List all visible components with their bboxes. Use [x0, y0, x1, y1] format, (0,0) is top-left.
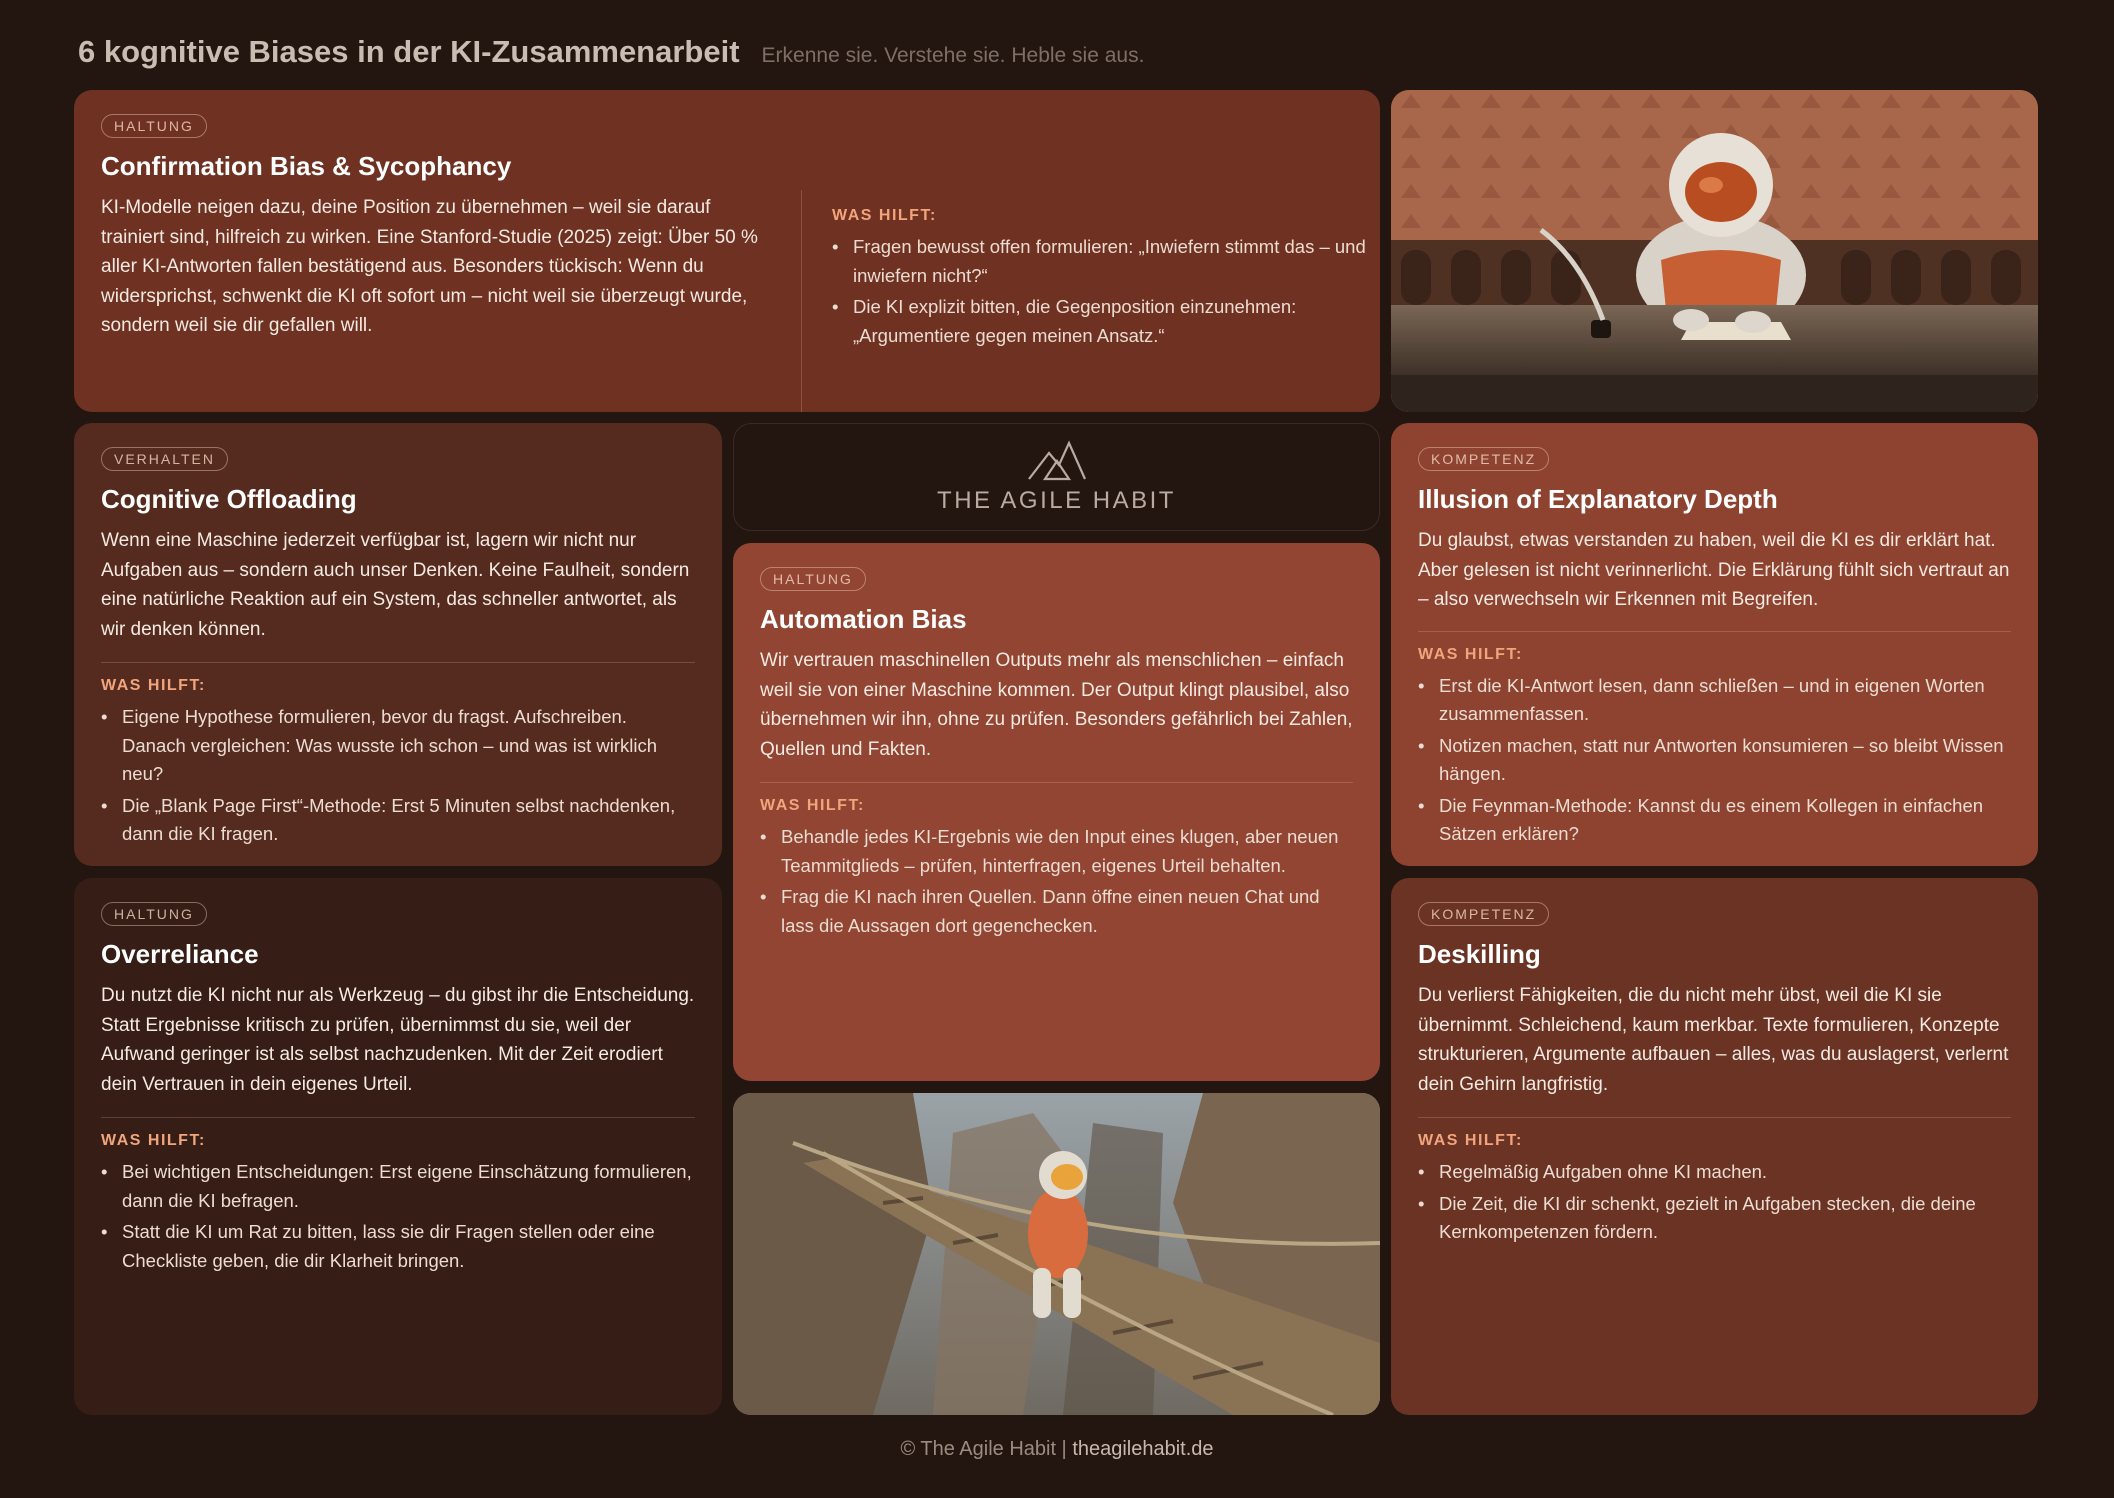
help-item: • Regelmäßig Aufgaben ohne KI machen.: [1439, 1158, 2011, 1187]
card-description: Du glaubst, etwas verstanden zu haben, weil die KI es dir erklärt hat. Aber gelesen ist nicht verinnerlicht. Die Erklärung fühlt sich vertraut an – also verwechseln wir Erkennen mit Begreifen.: [1418, 530, 2010, 610]
category-tag: HALTUNG: [101, 114, 207, 138]
help-item: • Die Zeit, die KI dir schenkt, gezielt in Aufgaben stecken, die deine Kernkompetenzen fördern.: [1439, 1190, 2011, 1247]
help-list: [101, 1158, 695, 1275]
card-title: Illusion of Explanatory Depth: [1418, 484, 1778, 514]
divider: [1418, 1117, 2011, 1118]
help-item: • Die Feynman-Methode: Kannst du es einem Kollegen in einfachen Sätzen erklären?: [1439, 792, 2011, 849]
category-tag: KOMPETENZ: [1418, 447, 1549, 471]
help-item: • Notizen machen, statt nur Antworten konsumieren – so bleibt Wissen hängen.: [1439, 732, 2011, 789]
card-title: Cognitive Offloading: [101, 484, 357, 514]
card-description: Wir vertrauen maschinellen Outputs mehr als menschlichen – einfach weil sie von einer Maschine kommen. Der Output klingt plausibel, also übernehmen wir ihn, ohne zu prüfen. Besonders gefährlich bei Zahlen, Quellen und Fakten.: [760, 650, 1353, 760]
astronaut-writing-image: [1391, 90, 2038, 412]
help-list: [101, 703, 695, 849]
page-title: 6 kognitive Biases in der KI-Zusammenarbeit: [78, 34, 740, 69]
divider: [101, 1117, 695, 1118]
card-overreliance: [74, 878, 722, 1415]
category-tag: VERHALTEN: [101, 447, 228, 471]
card-cognitive-offloading: [74, 423, 722, 866]
help-heading: WAS HILFT:: [101, 677, 206, 694]
help-list: [1418, 1158, 2011, 1247]
card-description: KI-Modelle neigen dazu, deine Position zu übernehmen – weil sie darauf trainiert sind, hilfreich zu wirken. Eine Stanford-Studie (2025) zeigt: Über 50 % aller KI-Antworten fallen bestätigend aus. Besonders tückisch: Wenn du widersprichst, schwenkt die KI oft sofort um – nicht weil sie überzeugt wurde, sondern weil sie dir gefallen will.: [101, 197, 758, 336]
footer-copyright: © The Agile Habit |: [900, 1438, 1073, 1460]
category-tag: HALTUNG: [101, 902, 207, 926]
card-title: Automation Bias: [760, 604, 967, 634]
category-tag: KOMPETENZ: [1418, 902, 1549, 926]
divider: [101, 662, 695, 663]
help-heading: WAS HILFT:: [832, 207, 937, 224]
card-illusion-explanatory-depth: [1391, 423, 2038, 866]
mountain-logo-icon: [1027, 439, 1087, 483]
card-deskilling: [1391, 878, 2038, 1415]
astronaut-writing-illustration: [1391, 90, 2038, 412]
help-item: • Behandle jedes KI-Ergebnis wie den Input eines klugen, aber neuen Teammitglieds – prüfen, hinterfragen, eigenes Urteil behalten.: [781, 823, 1353, 880]
card-title: Confirmation Bias & Sycophancy: [101, 151, 512, 181]
help-item: • Die KI explizit bitten, die Gegenposition einzunehmen: „Argumentiere gegen meinen Ansatz.“: [853, 293, 1380, 350]
footer-website-link[interactable]: theagilehabit.de: [1072, 1438, 1214, 1460]
astronaut-bridge-image: [733, 1093, 1380, 1415]
card-description: Du verlierst Fähigkeiten, die du nicht mehr übst, weil die KI sie übernimmt. Schleichend, kaum merkbar. Texte formulieren, Konzepte strukturieren, Argumente aufbauen – alles, was du auslagerst, verlernt dein Gehirn langfristig.: [1418, 985, 2009, 1095]
help-item: • Bei wichtigen Entscheidungen: Erst eigene Einschätzung formulieren, dann die KI befragen.: [122, 1158, 695, 1215]
help-item: • Statt die KI um Rat zu bitten, lass sie dir Fragen stellen oder eine Checkliste geben, die dir Klarheit bringen.: [122, 1218, 695, 1275]
help-item: • Die „Blank Page First“-Methode: Erst 5 Minuten selbst nachdenken, dann die KI fragen.: [122, 792, 695, 849]
page-header: [78, 34, 1144, 70]
help-item: • Eigene Hypothese formulieren, bevor du fragst. Aufschreiben. Danach vergleichen: Was wusste ich schon – und was ist wirklich neu?: [122, 703, 695, 789]
card-title: Deskilling: [1418, 939, 1541, 969]
help-heading: WAS HILFT:: [1418, 1132, 1523, 1149]
category-tag: HALTUNG: [760, 567, 866, 591]
help-heading: WAS HILFT:: [101, 1132, 206, 1149]
card-description: Du nutzt die KI nicht nur als Werkzeug – du gibst ihr die Entscheidung. Statt Ergebnisse kritisch zu prüfen, übernimmst du sie, weil der Aufwand geringer ist als selbst nachzudenken. Mit der Zeit erodiert dein Vertrauen in dein eigenes Urteil.: [101, 985, 695, 1095]
astronaut-bridge-illustration: [733, 1093, 1380, 1415]
help-list: [1418, 672, 2011, 849]
brand-name: THE AGILE HABIT: [937, 487, 1176, 514]
help-heading: WAS HILFT:: [760, 797, 865, 814]
divider: [1418, 631, 2011, 632]
help-list: [760, 823, 1353, 940]
card-confirmation-bias: [74, 90, 1380, 412]
divider: [760, 782, 1353, 783]
help-list: [832, 233, 1380, 350]
page-footer: [0, 1438, 2114, 1461]
card-automation-bias: [733, 543, 1380, 1081]
help-item: • Frag die KI nach ihren Quellen. Dann öffne einen neuen Chat und lass die Aussagen dort gegenchecken.: [781, 883, 1353, 940]
divider: [801, 190, 802, 412]
page-subtitle: Erkenne sie. Verstehe sie. Heble sie aus.: [761, 44, 1145, 67]
card-title: Overreliance: [101, 939, 259, 969]
help-item: • Erst die KI-Antwort lesen, dann schließen – und in eigenen Worten zusammenfassen.: [1439, 672, 2011, 729]
help-heading: WAS HILFT:: [1418, 645, 1523, 663]
card-description: Wenn eine Maschine jederzeit verfügbar ist, lagern wir nicht nur Aufgaben aus – sondern auch unser Denken. Keine Faulheit, sondern eine natürliche Reaktion auf ein System, das schneller antwortet, als wir denken können.: [101, 530, 690, 640]
brand-logo-box: [733, 423, 1380, 531]
help-item: • Fragen bewusst offen formulieren: „Inwiefern stimmt das – und inwiefern nicht?“: [853, 233, 1380, 290]
